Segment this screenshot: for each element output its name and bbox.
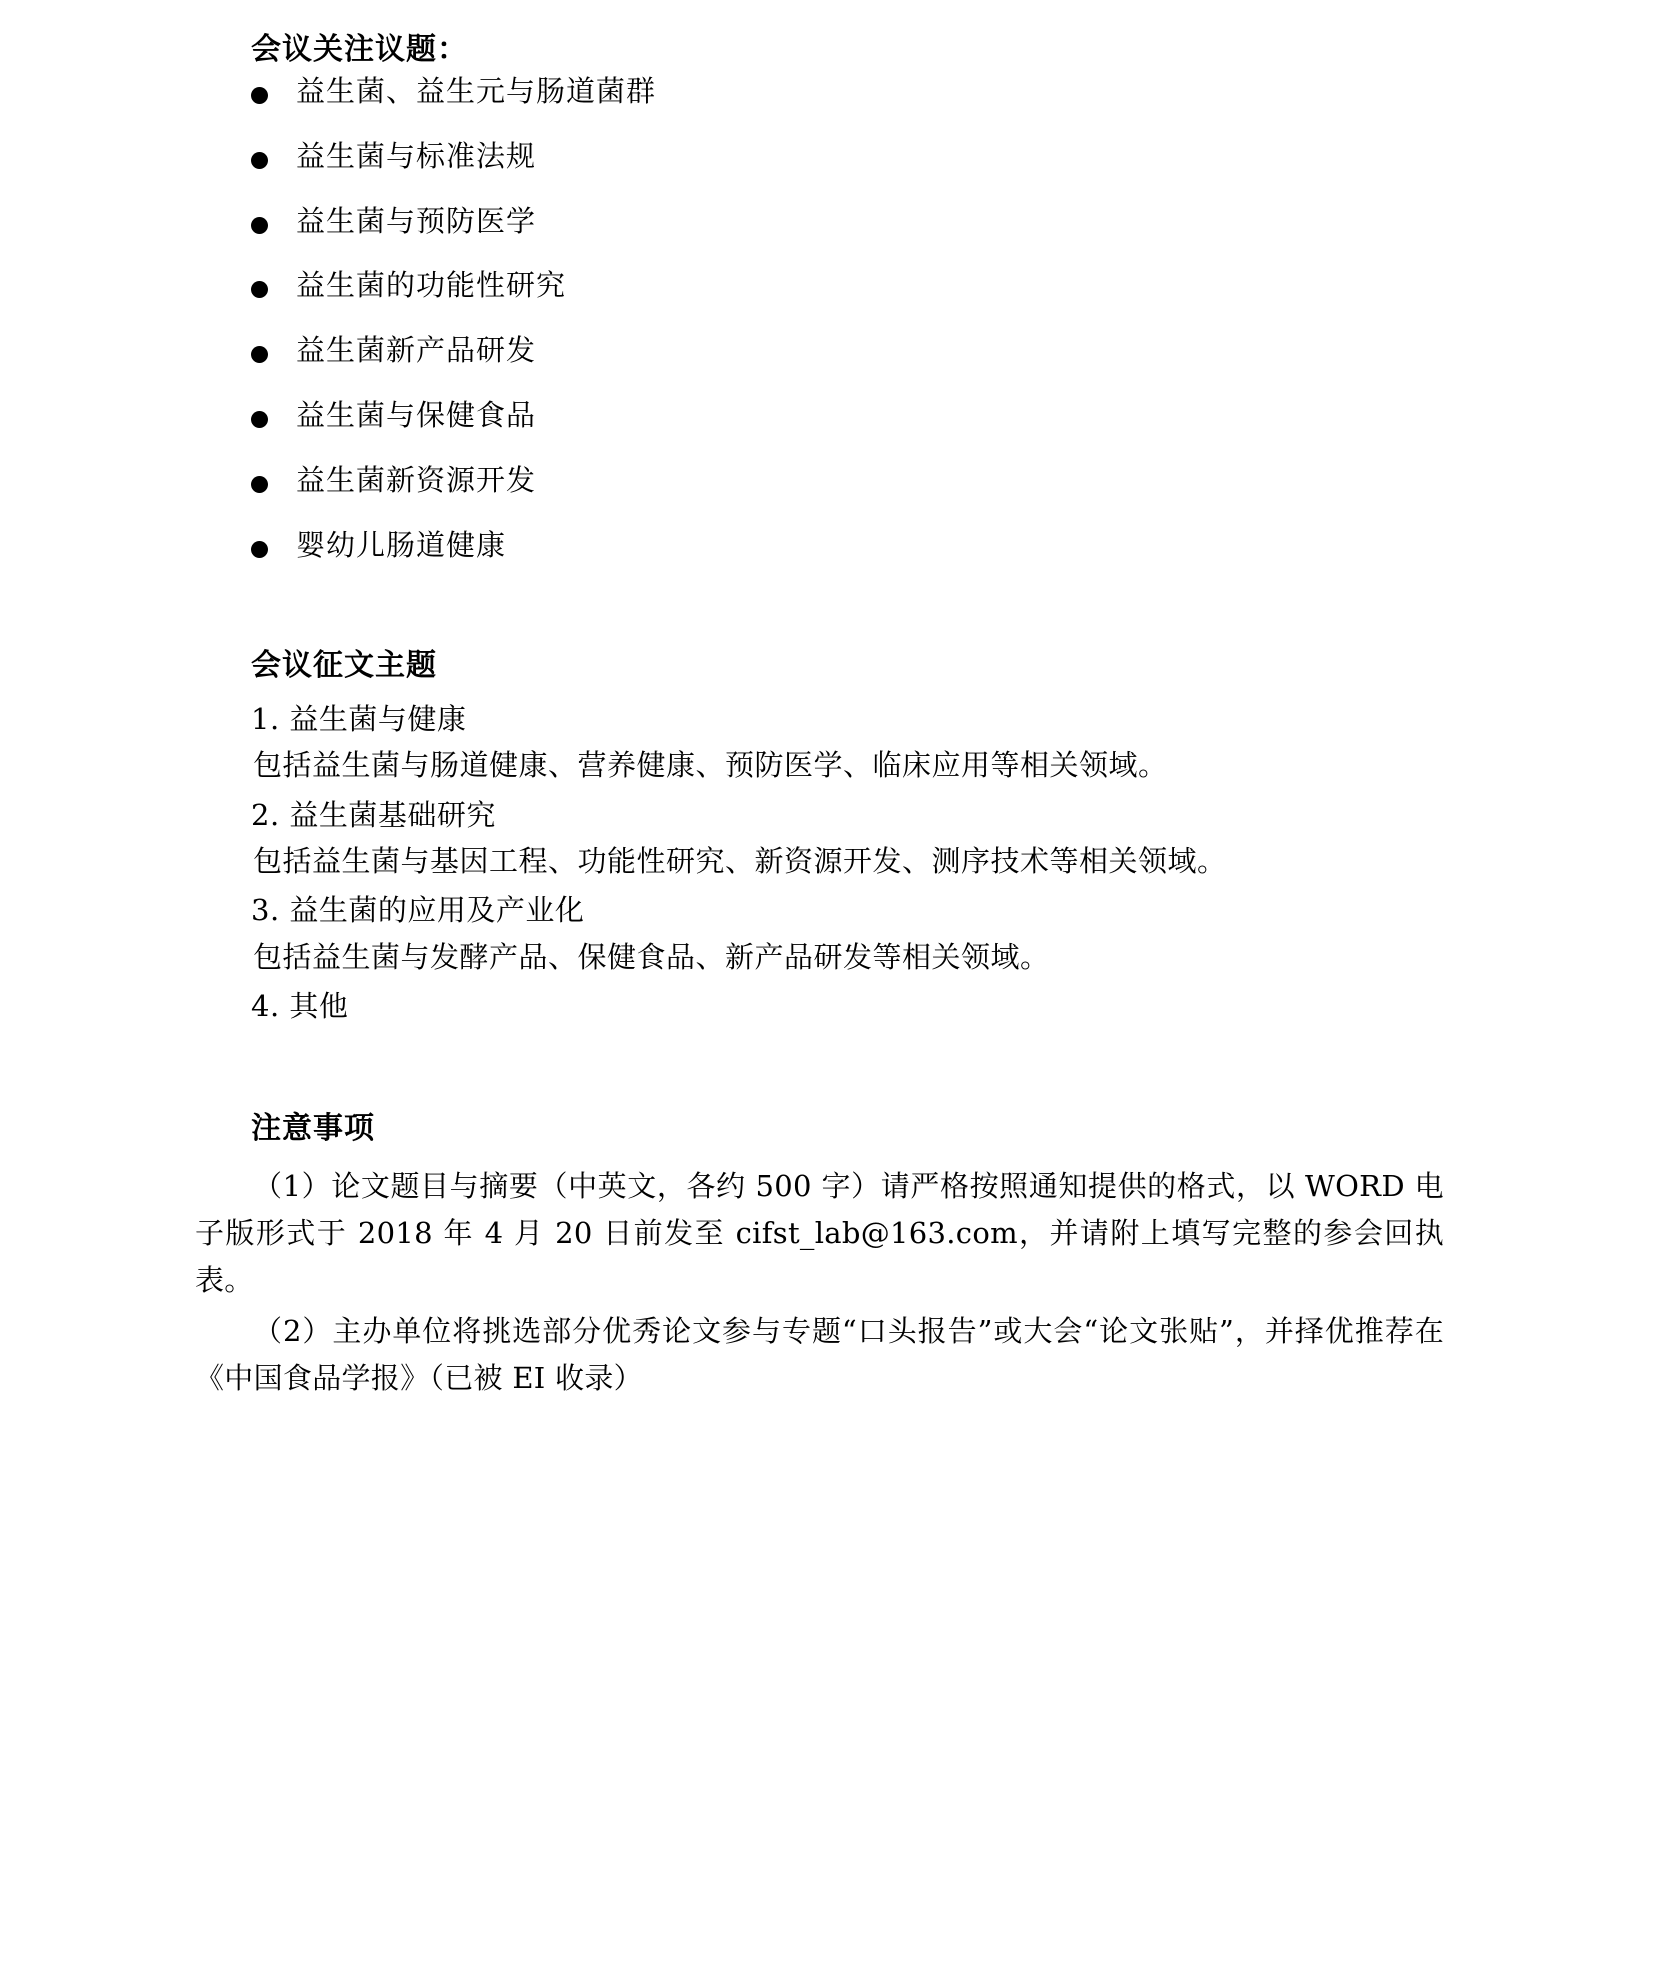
paper-topic-label-3: 益生菌的应用及产业化 [289,893,585,928]
paper-topic-title-1 [251,698,1444,740]
notes-heading: 注意事项 [251,1111,375,1147]
call-for-papers-heading: 会议征文主题 [251,648,437,684]
paper-topic-label-4: 其他 [289,989,349,1024]
focus-topics-list [195,74,1444,562]
bullet-icon [251,346,268,363]
focus-topics-heading: 会议关注议题： [251,32,468,67]
list-item [195,268,1444,303]
list-item [195,74,1444,109]
list-item-label: 益生菌新资源开发 [296,462,537,497]
paper-topic-title-3 [251,889,1444,931]
paper-topic-label-2: 益生菌基础研究 [289,797,496,832]
paper-topic-description-2: 包括益生菌与基因工程、功能性研究、新资源开发、测序技术等相关领域。 [253,843,1227,878]
bullet-icon [251,217,268,234]
bullet-icon [251,281,268,298]
list-item [195,333,1444,368]
list-item-label: 益生菌新产品研发 [296,333,537,368]
paper-topic-number-2: 2. [251,797,280,832]
note-item-2: （2）主办单位将挑选部分优秀论文参与专题“口头报告”或大会“论文张贴”，并择优推荐在《中国食品学报》（已被 EI 收录） [195,1313,1444,1395]
list-item [195,398,1444,433]
list-item [195,139,1444,174]
list-item-label: 益生菌、益生元与肠道菌群 [296,74,657,108]
paper-topic-number-3: 3. [251,893,280,928]
paper-topic-number-4: 4. [251,989,280,1024]
paper-topic-title-2 [251,794,1444,836]
list-item [195,204,1444,239]
paper-topic-number-1: 1. [251,702,280,737]
bullet-icon [251,87,268,104]
paper-topic-title-4 [251,985,1444,1027]
list-item [195,463,1444,498]
paper-topic-label-1: 益生菌与健康 [289,702,467,737]
bullet-icon [251,152,268,169]
list-item-label: 益生菌与预防医学 [296,203,537,238]
list-item-label: 益生菌与保健食品 [296,397,537,432]
note-item-1: （1）论文题目与摘要（中英文，各约 500 字）请严格按照通知提供的格式，以 WORD 电子版形式于 2018 年 4 月 20 日前发至 cifst_lab@163.com，并请附上填写完整的参会回执表。 [195,1169,1444,1297]
list-item-label: 益生菌与标准法规 [296,138,537,173]
bullet-icon [251,541,268,558]
bullet-icon [251,411,268,428]
paper-topic-description-3: 包括益生菌与发酵产品、保健食品、新产品研发等相关领域。 [253,939,1050,974]
list-item [195,528,1444,563]
list-item-label: 婴幼儿肠道健康 [296,527,507,562]
bullet-icon [251,476,268,493]
paper-topic-description-1: 包括益生菌与肠道健康、营养健康、预防医学、临床应用等相关领域。 [253,748,1168,783]
list-item-label: 益生菌的功能性研究 [296,268,567,303]
